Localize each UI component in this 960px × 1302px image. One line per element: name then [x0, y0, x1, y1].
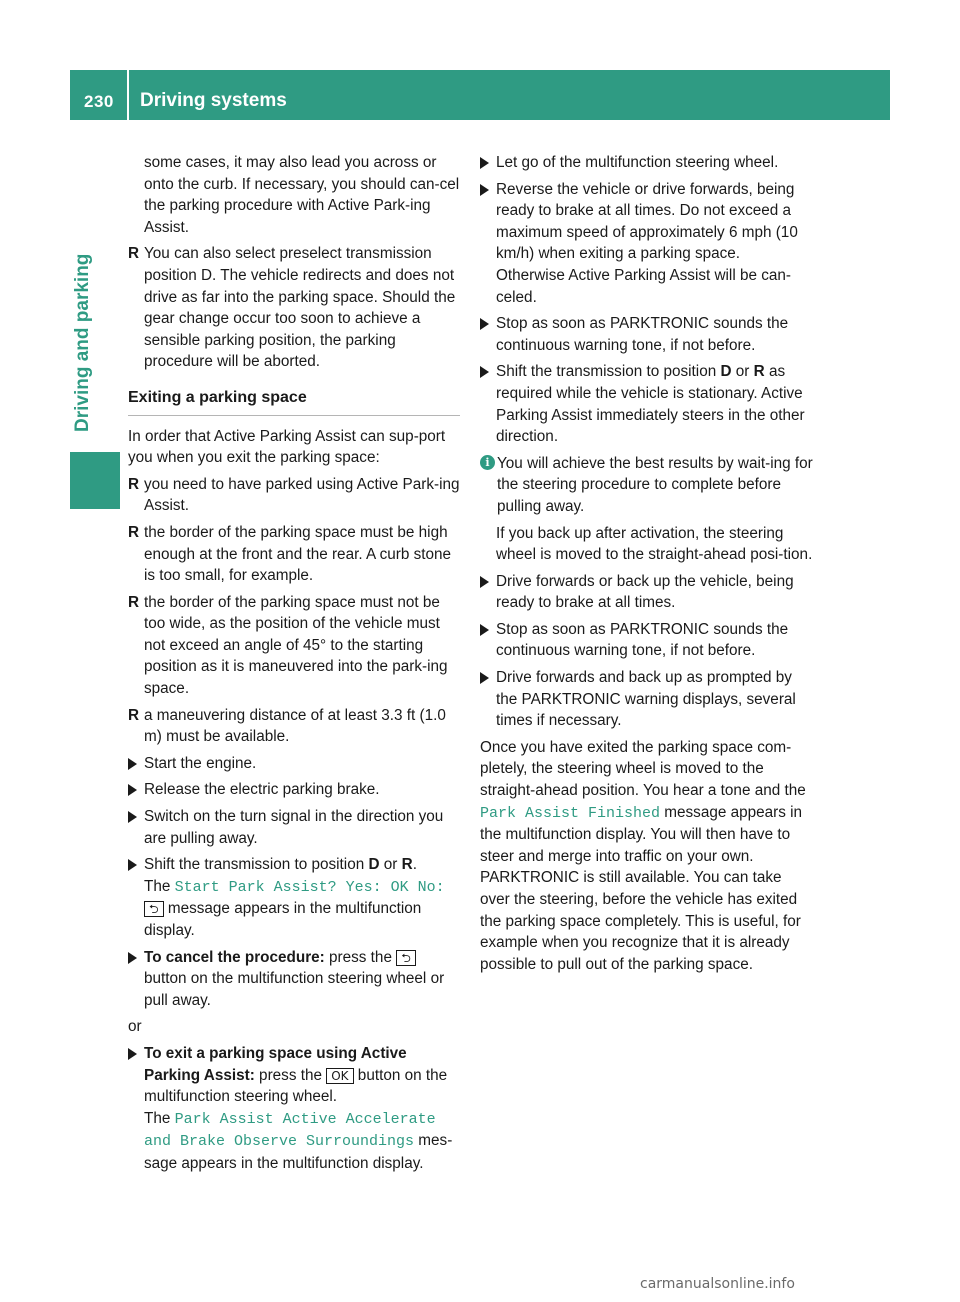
intro-paragraph: some cases, it may also lead you across or onto the curb. If necessary, you should can-cel the parking procedure with Active Park-ing Assist.	[144, 154, 460, 236]
bullet-icon: R	[128, 593, 140, 611]
or-text: or	[128, 1018, 142, 1036]
step-text: press the	[324, 948, 397, 966]
arrow-icon	[480, 672, 489, 684]
step-item	[128, 806, 460, 849]
step-text: .	[412, 856, 417, 874]
watermark: carmanualsonline.info	[640, 1276, 795, 1292]
display-message: Park Assist Finished	[480, 804, 661, 822]
arrow-icon	[128, 758, 137, 770]
info-paragraph: If you back up after activation, the steering wheel is moved to the straight-ahead posi-tion.	[496, 524, 813, 564]
step-item	[480, 152, 813, 174]
step-text: or	[379, 856, 402, 874]
arrow-icon	[128, 811, 137, 823]
step-text: The	[144, 1109, 175, 1127]
bullet-icon: R	[128, 523, 140, 541]
info-text: You will achieve the best results by wait-ing for the steering procedure to complete before pulling away.	[497, 454, 813, 515]
back-icon: ⮌	[396, 950, 416, 966]
arrow-icon	[480, 318, 489, 330]
arrow-icon	[480, 184, 489, 196]
step-item	[480, 667, 813, 732]
step-text: or	[731, 363, 754, 381]
arrow-icon	[128, 1048, 137, 1060]
step-text: Stop as soon as PARKTRONIC sounds the continuous warning tone, if not before.	[496, 315, 789, 354]
exit-intro: In order that Active Parking Assist can sup-port you when you exit the parking space:	[128, 427, 446, 467]
outro-text: message appears in the multifunction display. You will then have to steer and merge into traffic on your own. PARKTRONIC is still available. You can take over the steering, before the vehicle has exited the parking space completely. This is useful, for example when you recognize that it is already possible to pull out of the parking space.	[480, 803, 803, 973]
step-item	[128, 854, 460, 941]
bullet-icon: R	[128, 245, 140, 263]
bullet-text: the border of the parking space must not be too wide, as the position of the vehicle must not exceed an angle of 45° to the starting position as it is maneuvered into the park-ing space.	[144, 593, 448, 698]
step-text: press the	[254, 1066, 327, 1084]
bullet-icon: R	[128, 475, 140, 493]
step-label: To exit a parking space using Active Parking Assist:	[144, 1044, 407, 1084]
gear-r: R	[753, 363, 765, 381]
step-text: Shift the transmission to position	[144, 856, 369, 874]
step-item	[480, 571, 813, 614]
section-heading: Exiting a parking space	[128, 387, 460, 416]
list-item	[128, 474, 460, 517]
list-item	[128, 243, 460, 373]
side-tab-block	[70, 452, 120, 509]
bullet-text: the border of the parking space must be high enough at the front and the rear. A curb stone is too small, for example.	[144, 523, 452, 585]
step-text: Start the engine.	[144, 754, 257, 772]
step-item	[480, 619, 813, 662]
arrow-icon	[128, 784, 137, 796]
display-message: Park Assist Active Accelerate and Brake Observe Surroundings	[144, 1110, 436, 1151]
step-item	[128, 1043, 460, 1175]
list-item	[128, 705, 460, 748]
arrow-icon	[480, 157, 489, 169]
step-label: To cancel the procedure:	[144, 948, 325, 966]
step-item	[480, 179, 813, 309]
step-text: button on the multifunction steering wheel or pull away.	[144, 970, 445, 1009]
list-item	[128, 592, 460, 700]
step-text: Drive forwards and back up as prompted by the PARKTRONIC warning displays, several times if necessary.	[496, 669, 796, 730]
step-text: Shift the transmission to position	[496, 363, 721, 381]
outro-text: Once you have exited the parking space com-pletely, the steering wheel is moved to the straight-ahead position. You hear a tone and the	[480, 738, 806, 800]
step-item	[128, 947, 460, 1012]
step-text: mes-sage appears in the multifunction display.	[144, 1132, 453, 1172]
gear-d: D	[720, 363, 732, 381]
arrow-icon	[480, 624, 489, 636]
arrow-icon	[480, 366, 489, 378]
list-item	[128, 522, 460, 587]
step-item	[480, 313, 813, 356]
gear-d: D	[368, 856, 380, 874]
bullet-text: you need to have parked using Active Park-ing Assist.	[144, 475, 460, 515]
page-number: 230	[84, 92, 114, 111]
ok-key-icon: OK	[326, 1068, 353, 1084]
arrow-icon	[128, 952, 137, 964]
info-note	[480, 453, 813, 518]
section-title: Driving systems	[140, 90, 287, 111]
step-text: Stop as soon as PARKTRONIC sounds the continuous warning tone, if not before.	[496, 620, 789, 660]
right-column	[480, 152, 813, 980]
step-item	[128, 753, 460, 775]
display-message: Start Park Assist? Yes: OK No:	[174, 878, 445, 896]
bullet-icon: R	[128, 706, 140, 724]
info-icon: i	[480, 455, 495, 470]
step-item	[128, 779, 460, 801]
outro-paragraph	[480, 737, 813, 976]
step-text: button on the multifunction steering wheel.	[144, 1066, 448, 1106]
bullet-text: a maneuvering distance of at least 3.3 ft (1.0 m) must be available.	[144, 706, 446, 746]
step-text: Release the electric parking brake.	[144, 781, 380, 799]
step-text: Let go of the multifunction steering wheel.	[496, 154, 779, 171]
header-divider	[127, 70, 129, 120]
gear-r: R	[401, 856, 413, 874]
arrow-icon	[480, 576, 489, 588]
step-text: Switch on the turn signal in the direction you are pulling away.	[144, 808, 444, 847]
step-text: Drive forwards or back up the vehicle, being ready to brake at all times.	[496, 572, 794, 612]
step-text: message appears in the multifunction display.	[144, 900, 422, 939]
step-text: The	[144, 877, 175, 895]
side-tab-label: Driving and parking	[72, 253, 93, 432]
bullet-text: You can also select preselect transmission position D. The vehicle redirects and does not drive as far into the parking space. Should the gear change occur too soon to achieve a sensible parking position, the parking procedure will be aborted.	[144, 245, 456, 371]
step-text: Reverse the vehicle or drive forwards, being ready to brake at all times. Do not exceed a maximum speed of approximately 6 mph (10 km/h) when exiting a parking space. Otherwise Active Parking Assist will be can-celed.	[496, 180, 798, 306]
step-item	[480, 361, 813, 447]
arrow-icon	[128, 859, 137, 871]
back-icon: ⮌	[144, 901, 164, 917]
left-column	[128, 152, 460, 1180]
step-text: as required while the vehicle is stationary. Active Parking Assist immediately steers in the other direction.	[496, 363, 805, 446]
